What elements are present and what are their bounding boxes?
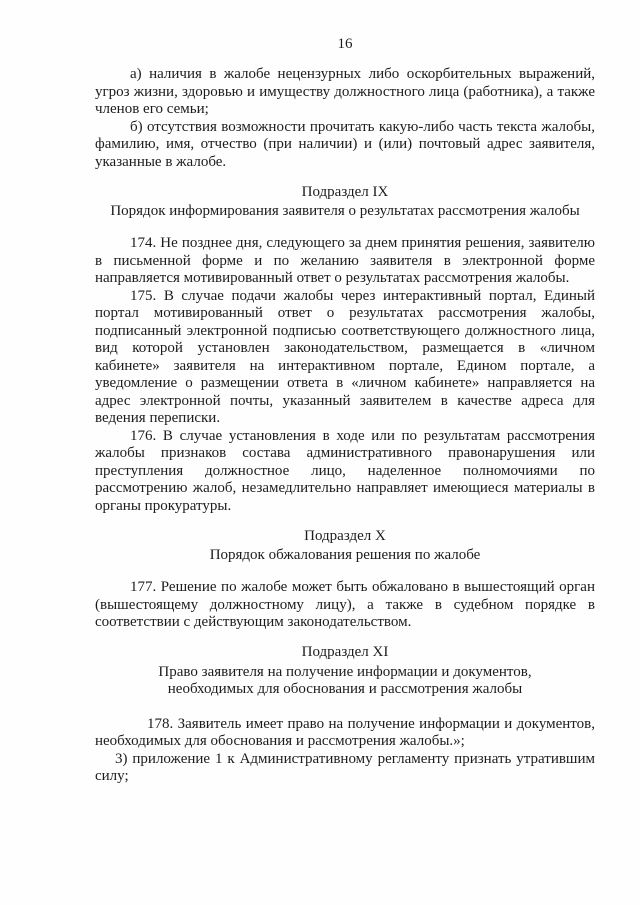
subsection-title-line: Право заявителя на получение информации и документов, bbox=[158, 663, 532, 680]
document-body bbox=[95, 66, 595, 786]
subsection-ix bbox=[95, 184, 595, 516]
paragraph-175: 175. В случае подачи жалобы через интерактивный портал, Единый портал мотивированный ответ о результатах рассмотрения жалобы, подписанный электронной подписью соответствующего должностного лица, вид которой установлен законодательством, размещается в «личном кабинете» заявителя на интерактивном портале, Едином портале, а уведомление о размещении ответа в «личном кабинете» направляется на адрес электронной почты, указанный заявителем в качестве адреса для ведения переписки. bbox=[95, 287, 595, 426]
subsection-title-line: необходимых для обоснования и рассмотрения жалобы bbox=[167, 681, 523, 697]
subsection-title-line: Порядок информирования заявителя о результатах рассмотрения жалобы bbox=[110, 203, 580, 219]
subsection-x bbox=[95, 528, 595, 632]
paragraph-176: 176. В случае установления в ходе или по результатам рассмотрения жалобы признаков состава административного правонарушения или преступления должностное лицо, наделенное полномочиями по рассмотрению жалоб, незамедлительно направляет имеющиеся материалы в органы прокуратуры. bbox=[95, 427, 595, 514]
subsection-title bbox=[95, 664, 595, 699]
subsection-heading: Подраздел IX bbox=[301, 183, 389, 200]
paragraph-178: 178. Заявитель имеет право на получение информации и документов, необходимых для обоснования и рассмотрения жалобы.»; bbox=[95, 715, 595, 749]
amendment-item-3: 3) приложение 1 к Административному регламенту признать утратившим силу; bbox=[95, 750, 595, 784]
subsection-title bbox=[95, 547, 595, 565]
subsection-heading: Подраздел X bbox=[304, 527, 386, 544]
subsection-body bbox=[95, 235, 595, 515]
list-item-b: б) отсутствия возможности прочитать какую-либо часть текста жалобы, фамилию, имя, отчество (при наличии) и (или) почтовый адрес заявителя, указанные в жалобе. bbox=[95, 118, 595, 170]
subsection-body bbox=[95, 716, 595, 751]
paragraph-177: 177. Решение по жалобе может быть обжаловано в вышестоящий орган (вышестоящему должностному лицу), а также в судебном порядке в соответствии с действующим законодательством. bbox=[95, 579, 595, 630]
list-item-a: а) наличия в жалобе нецензурных либо оскорбительных выражений, угроз жизни, здоровью и имуществу должностного лица (работника), а также членов его семьи; bbox=[95, 66, 595, 117]
subsection-xi bbox=[95, 644, 595, 751]
subsection-heading: Подраздел XI bbox=[301, 644, 389, 660]
subsection-title-line: Порядок обжалования решения по жалобе bbox=[209, 547, 481, 563]
paragraph-174: 174. Не позднее дня, следующего за днем принятия решения, заявителю в письменной форме и по желанию заявителя в электронной форме направляется мотивированный ответ о результатах рассмотрения жалобы. bbox=[95, 235, 595, 286]
page-number: 16 bbox=[337, 36, 353, 52]
subsection-body bbox=[95, 579, 595, 632]
subsection-title bbox=[95, 203, 595, 221]
